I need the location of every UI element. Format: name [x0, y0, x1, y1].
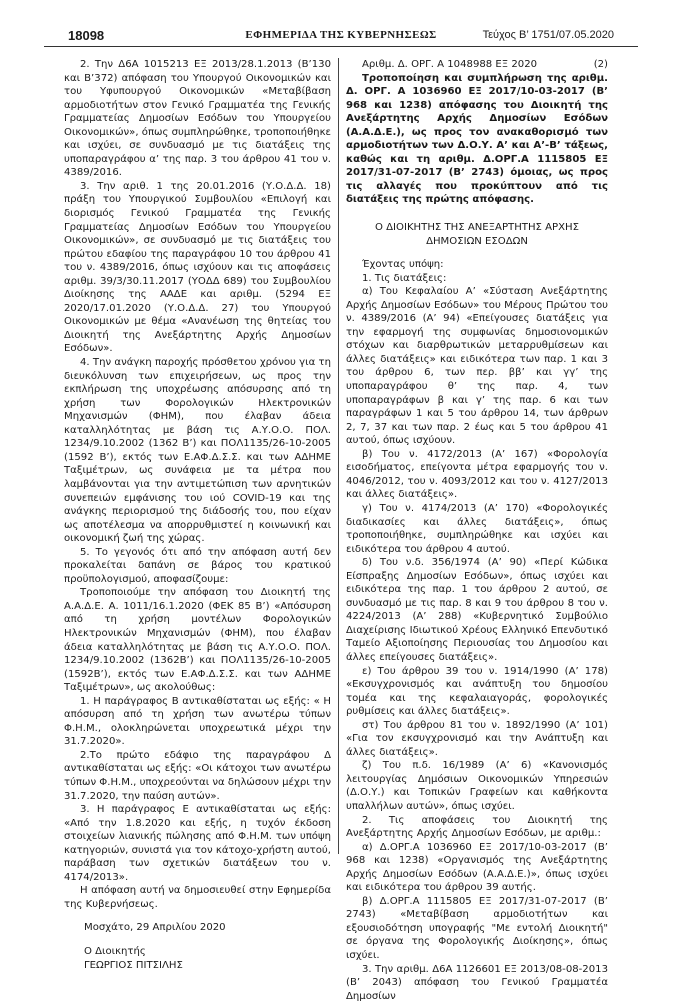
paragraph: α) Του Κεφαλαίου Α’ «Σύσταση Ανεξάρτητης Αρχής Δημοσίων Εσόδων» του Μέρους Πρώτου του ν. 4389/2016 (Α’ 94) «Επείγουσες διατάξεις για την εφαρμογή της συμφωνίας δημοσιονομικών στόχων και διαρθρωτικών μεταρρυθμίσεων και άλλες διατάξεις» και ειδικότερα των παρ. 1 και 3 του άρθρου 6, των περ. ββ’ και γγ’ της υποπαραγράφου θ’ της παρ. 4, των υποπαραγράφων β και γ’ της παρ. 6 και των παραγράφων 1 και 5 του άρθρου 14, των άρθρων 2, 7, 37 και των παρ. 2 έως και 5 του άρθρου 41 αυτού, όπως ισχύουν. [346, 286, 608, 447]
paragraph: α) Δ.ΟΡΓ.Α 1036960 ΕΞ 2017/10-03-2017 (Β’ 968 και 1238) «Οργανισμός της Ανεξάρτητης Αρχής Δημοσίων Εσόδων (Α.Α.Δ.Ε.)», όπως ισχύει και ειδικότερα του άρθρου 39 αυτής. [346, 841, 608, 894]
paragraph: 5. Το γεγονός ότι από την απόφαση αυτή δεν προκαλείται δαπάνη σε βάρος του κρατικού προϋπολογισμού, αποφασίζουμε: [64, 546, 331, 585]
paragraph: β) Του ν. 4172/2013 (Α’ 167) «Φορολογία εισοδήματος, επείγοντα μέτρα εφαρμογής του ν. 4046/2012, του ν. 4093/2012 και του ν. 4127/2013 και άλλες διατάξεις». [346, 448, 608, 501]
authority-line: ΔΗΜΟΣΙΩΝ ΕΣΟΔΩΝ [426, 235, 528, 247]
paragraph: 1. Τις διατάξεις: [362, 272, 447, 284]
page-number: 18098 [68, 28, 105, 43]
paragraph: δ) Του ν.δ. 356/1974 (Α’ 90) «Περί Κώδικα Είσπραξης Δημοσίων Εσόδων», όπως ισχύει και ειδικότερα της παρ. 1 του άρθρου 2 αυτού, σε συνδυασμό με τις παρ. 8 και 9 του άρθρου 8 του ν. 4224/2013 (Α’ 288) «Κυβερνητικό Συμβούλιο Διαχείρισης Ιδιωτικού Χρέους Ελληνικό Επενδυτικό Ταμείο Αξιοποίησης Περιουσίας του Δημοσίου και άλλες επείγουσες διατάξεις». [346, 557, 608, 663]
issue-label: Τεύχος Β’ 1751/07.05.2020 [482, 29, 614, 41]
paragraph: Η απόφαση αυτή να δημοσιευθεί στην Εφημερίδα της Κυβερνήσεως. [64, 885, 331, 910]
page-header [44, 22, 638, 47]
paragraph: 1. Η παράγραφος Β αντικαθίσταται ως εξής: « Η απόσυρση από τη χρήση των ανωτέρω τύπων Φ.Η.Μ., ολοκληρώνεται υποχρεωτικά μέχρι την 31.7.2020». [64, 695, 331, 748]
paragraph: 2. Τις αποφάσεις του Διοικητή της Ανεξάρτητης Αρχής Δημοσίων Εσόδων, με αριθμ.: [346, 814, 608, 840]
left-column [64, 58, 331, 972]
gazette-title: ΕΦΗΜΕΡΙΔΑ ΤΗΣ ΚΥΒΕΡΝΗΣΕΩΣ [245, 29, 437, 41]
paragraph: 4. Την ανάγκη παροχής πρόσθετου χρόνου για τη διευκόλυνση των επιχειρήσεων, ως προς την εκπλήρωση της υποχρέωσης απόσυρσης από τη χρήση των Φορολογικών Ηλεκτρονικών Μηχανισμών (ΦΗΜ), που έλαβαν άδεια καταλληλότητας με βάση τις Α.Υ.Ο.Ο. ΠΟΛ. 1234/9.10.2002 (1362 Β’) και ΠΟΛ1135/26-10-2005 (1592 Β’), εκτός των Ε.ΑΦ.Δ.Σ.Σ. και των ΑΔΗΜΕ Ταξιμέτρων, ως συνάφεια με τα μέτρα που λαμβάνονται για την αντιμετώπιση των αρνητικών συνεπειών εμφάνισης του ιού COVID-19 και της ανάγκης περιορισμού της διάδοσής του, που είχαν ως αποτέλεσμα να απορρυθμιστεί η κοινωνική και οικονομική ζωή της χώρας. [64, 357, 331, 545]
reference-index: (2) [593, 59, 608, 70]
right-column [346, 58, 608, 1003]
decision-title: Τροποποίηση και συμπλήρωση της αριθμ. Δ. ΟΡΓ. Α 1036960 ΕΞ 2017/10-03-2017 (Β’ 968 και 1238) απόφασης του Διοικητή της Ανεξάρτητης Αρχής Δημοσίων Εσόδων (Α.Α.Δ.Ε.), ως προς τον ανακαθορισμό των αρμοδιοτήτων των Δ.Ο.Υ. Α’ και Α’-Β’ τάξεως, καθώς και τη αριθμ. Δ.ΟΡΓ.Α 1115805 ΕΞ 2017/31-07-2017 (Β’ 2743) όμοιας, ως προς τις αλλαγές που προκύπτουν από τις διατάξεις της πρώτης απόφασης. [346, 72, 608, 206]
signer-name: ΓΕΩΡΓΙΟΣ ΠΙΤΣΙΛΗΣ [84, 959, 183, 971]
paragraph: 2. Την Δ6Α 1015213 ΕΞ 2013/28.1.2013 (Β’130 και Β’372) απόφαση του Υπουργού Οικονομικών και του Υφυπουργού Οικονομικών «Μεταβίβαση αρμοδιοτήτων στον Γενικό Γραμματέα της Γενικής Γραμματείας Δημοσίων Εσόδων του Υπουργείου Οικονομικών», όπως συμπληρώθηκε, τροποποιήθηκε και ισχύει, σε συνδυασμό με τις διατάξεις της υποπαραγράφου α’ της παρ. 3 του άρθρου 41 του ν. 4389/2016. [64, 59, 331, 179]
paragraph: Έχοντας υπόψη: [362, 259, 444, 271]
paragraph: γ) Του ν. 4174/2013 (Α’ 170) «Φορολογικές διαδικασίες και άλλες διατάξεις», όπως τροποποιήθηκε, συμπληρώθηκε και ισχύει και ειδικότερα του άρθρου 4 αυτού. [346, 502, 608, 555]
paragraph: 2.Το πρώτο εδάφιο της παραγράφου Δ αντικαθίσταται ως εξής: «Οι κάτοχοι των ανωτέρω τύπων Φ.Η.Μ., υποχρεούνται να δηλώσουν μέχρι την 31.7.2020, την παύση αυτών». [64, 749, 331, 802]
reference-number: Αριθμ. Δ. ΟΡΓ. Α 1048988 ΕΞ 2020 [362, 59, 538, 70]
column-divider [338, 58, 339, 854]
paragraph: β) Δ.ΟΡΓ.Α 1115805 ΕΞ 2017/31-07-2017 (Β’ 2743) «Μεταβίβαση αρμοδιοτήτων και εξουσιοδότηση υπογραφής "Με εντολή Διοικητή" σε όργανα της Φορολογικής Διοίκησης», όπως ισχύει. [346, 895, 608, 961]
authority-line: Ο ΔΙΟΙΚΗΤΗΣ ΤΗΣ ΑΝΕΞΑΡΤΗΤΗΣ ΑΡΧΗΣ [374, 222, 580, 234]
paragraph: ζ) Του π.δ. 16/1989 (Α’ 6) «Κανονισμός λειτουργίας Δημόσιων Οικονομικών Υπηρεσιών (Δ.Ο.Υ.) και Τοπικών Γραφείων και καθήκοντα υπαλλήλων αυτών», όπως ισχύει. [346, 760, 608, 812]
signer-role: Ο Διοικητής [84, 946, 146, 957]
place-date: Μοσχάτο, 29 Απριλίου 2020 [84, 922, 226, 934]
paragraph: 3. Την αριθμ. Δ6Α 1126601 ΕΞ 2013/08-08-2013 (Β’ 2043) απόφαση του Γενικού Γραμματέα Δημοσίων [346, 963, 608, 1002]
paragraph: 3. Την αριθ. 1 της 20.01.2016 (Υ.Ο.Δ.Δ. 18) πράξη του Υπουργικού Συμβουλίου «Επιλογή και διορισμός Γενικού Γραμματέα της Γενικής Γραμματείας Δημοσίων Εσόδων του Υπουργείου Οικονομικών», σε συνδυασμό με τις διατάξεις του πρώτου εδαφίου της παραγράφου 10 του άρθρου 41 του ν. 4389/2016, όπως ισχύουν και τις αποφάσεις αριθμ. 39/3/30.11.2017 (ΥΟΔΔ 689) του Συμβουλίου Διοίκησης της ΑΑΔΕ και αριθμ. (5294 ΕΞ 2020/17.01.2020 (Υ.Ο.Δ.Δ. 27) του Υπουργού Οικονομικών με θέμα «Ανανέωση της θητείας του Διοικητή της Ανεξάρτητης Αρχής Δημοσίων Εσόδων». [64, 180, 331, 355]
decision-reference [362, 58, 608, 72]
paragraph: Τροποποιούμε την απόφαση του Διοικητή της Α.Α.Δ.Ε. Α. 1011/16.1.2020 (ΦΕΚ 85 Β’) «Απόσυρση από τη χρήση μοντέλων Φορολογικών Ηλεκτρονικών Μηχανισμών (ΦΗΜ), που έλαβαν άδεια καταλληλότητας με βάση τις Α.Υ.Ο.Ο. ΠΟΛ. 1234/9.10.2002 (1362Β’) και ΠΟΛ1135/26-10-2005 (1592Β’), εκτός των Ε.ΑΦ.Δ.Σ.Σ. και των ΑΔΗΜΕ Ταξιμέτρων», ως ακολούθως: [64, 587, 331, 694]
paragraph: 3. Η παράγραφος Ε αντικαθίσταται ως εξής: «Από την 1.8.2020 και εξής, η τυχόν έκδοση στοιχείων λιανικής πώλησης από Φ.Η.Μ. των υπόψη κατηγοριών, συνιστά για τον κάτοχο-χρήστη αυτού, παράβαση των σχετικών διατάξεων του ν. 4174/2013». [64, 804, 331, 883]
paragraph: ε) Του άρθρου 39 του ν. 1914/1990 (Α’ 178) «Εκσυγχρονισμός και ανάπτυξη του δημοσίου τομέα και της κεφαλαιαγοράς, φορολογικές ρυθμίσεις και άλλες διατάξεις». [346, 665, 608, 718]
issuing-authority [346, 221, 608, 248]
paragraph: στ) Του άρθρου 81 του ν. 1892/1990 (Α’ 101) «Για τον εκσυγχρονισμό και την Ανάπτυξη και άλλες διατάξεις». [346, 719, 608, 758]
